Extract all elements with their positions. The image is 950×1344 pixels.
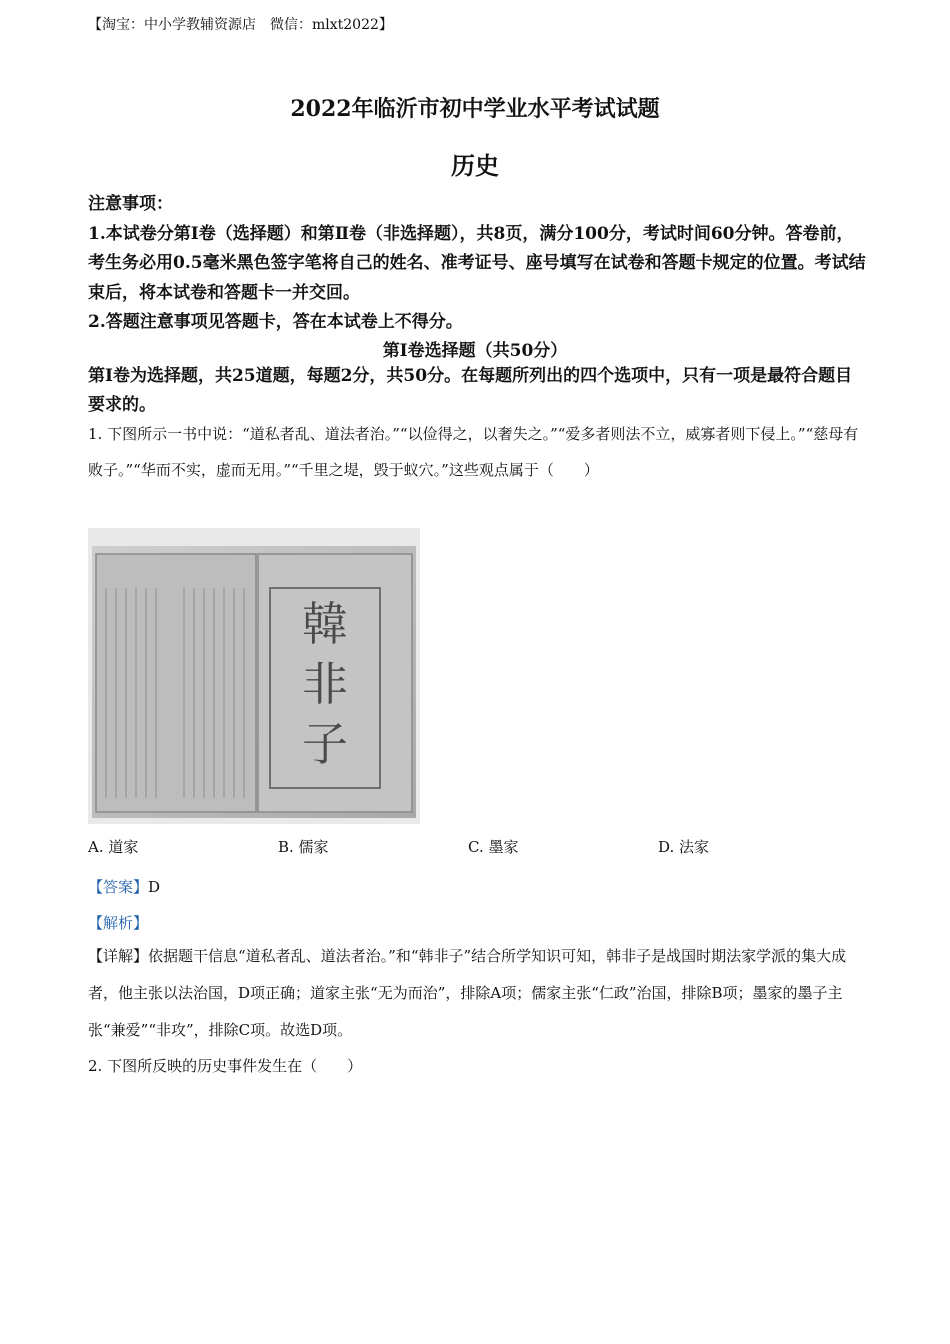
exam-title: 2022年临沂市初中学业水平考试试题 bbox=[290, 96, 660, 122]
cover-char-1: 韓 bbox=[302, 597, 348, 651]
section-description: 第Ⅰ卷为选择题，共25道题，每题2分，共50分。在每题所列出的四个选项中，只有一项是最符合题目要求的。 bbox=[88, 366, 853, 415]
option-c[interactable]: C. 墨家 bbox=[468, 838, 519, 856]
answer-tag: 【答案】 bbox=[88, 878, 149, 896]
question-1-options bbox=[88, 836, 863, 857]
option-a[interactable]: A. 道家 bbox=[88, 838, 139, 856]
notice-block bbox=[88, 190, 868, 338]
source-note: 【淘宝：中小学教辅资源店 微信：mlxt2022】 bbox=[88, 17, 393, 33]
notice-item-2: 2.答题注意事项见答题卡，答在本试卷上不得分。 bbox=[88, 312, 463, 332]
section-title: 第Ⅰ卷选择题（共50分） bbox=[382, 341, 568, 361]
answer-value: D bbox=[148, 878, 161, 896]
analysis-line bbox=[88, 912, 148, 933]
option-d[interactable]: D. 法家 bbox=[658, 838, 710, 856]
analysis-tag: 【解析】 bbox=[88, 914, 149, 932]
option-b[interactable]: B. 儒家 bbox=[278, 838, 329, 856]
answer-line bbox=[88, 876, 160, 897]
cover-char-2: 非 bbox=[302, 657, 348, 711]
question-2-stem: 2. 下图所反映的历史事件发生在（ ） bbox=[88, 1057, 363, 1075]
cover-char-3: 子 bbox=[302, 717, 348, 771]
notice-heading: 注意事项： bbox=[88, 194, 173, 214]
book-photo bbox=[88, 528, 420, 824]
notice-item-1: 1.本试卷分第Ⅰ卷（选择题）和第Ⅱ卷（非选择题），共8页，满分100分，考试时间60分钟。答卷前，考生务必用0.5毫米黑色签字笔将自己的姓名、准考证号、座号填写在试卷和答题卡规定的位置。考试结束后，将本试卷和答题卡一并交回。 bbox=[88, 223, 866, 303]
question-1-stem: 1. 下图所示一书中说：“道私者乱、道法者治。”“以俭得之，以奢失之。”“爱多者则法不立，威寡者则下侵上。”“慈母有败子。”“华而不实，虚而无用。”“千里之堤，毁于蚁穴。”这些观点属于（ ） bbox=[88, 425, 859, 479]
subject-title: 历史 bbox=[451, 151, 499, 180]
analysis-detail: 【详解】依据题干信息“道私者乱、道法者治。”和“韩非子”结合所学知识可知，韩非子是战国时期法家学派的集大成者，他主张以法治国，D项正确；道家主张“无为而治”，排除A项；儒家主张“仁政”治国，排除B项；墨家的墨子主张“兼爱”“非攻”，排除C项。故选D项。 bbox=[88, 947, 847, 1039]
